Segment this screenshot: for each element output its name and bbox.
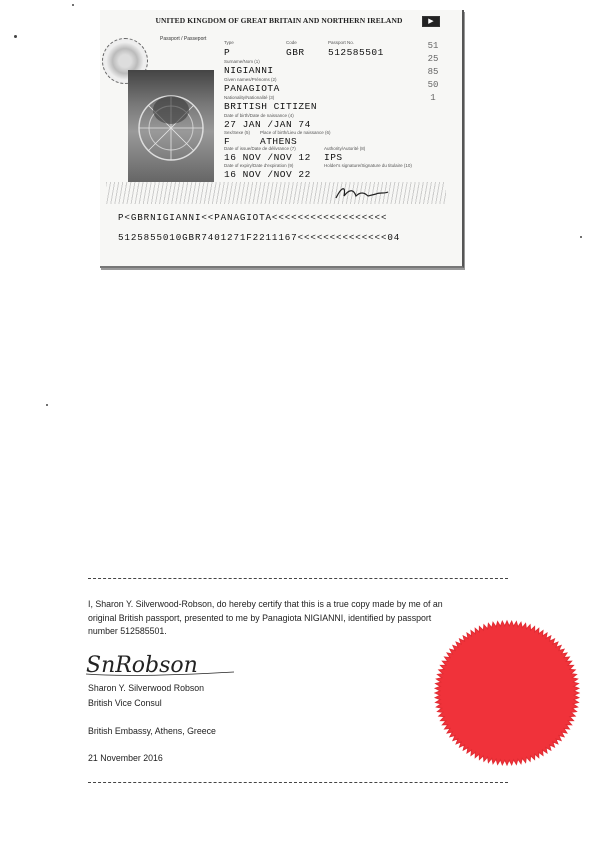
certification-date: 21 November 2016 xyxy=(88,753,163,763)
field-type: P xyxy=(224,47,231,58)
photo-overlay-seal-icon xyxy=(128,70,214,182)
consul-signature xyxy=(84,646,244,682)
signer-title: British Vice Consul xyxy=(88,698,162,708)
label-passport-number: Passport No. xyxy=(328,40,355,45)
field-sex: F xyxy=(224,136,231,147)
label-type: Type xyxy=(224,40,234,45)
issuing-location: British Embassy, Athens, Greece xyxy=(88,726,216,736)
certification-line-2: original British passport, presented to me by Panagiota NIGIANNI, identified by passport xyxy=(88,612,432,623)
field-surname: NIGIANNI xyxy=(224,65,274,76)
signer-name: Sharon Y. Silverwood Robson xyxy=(88,683,205,693)
certification-line-3: number 512585501. xyxy=(88,626,167,636)
passport-scan xyxy=(100,10,464,268)
field-pob: ATHENS xyxy=(260,136,298,147)
label-surname: Surname/Nom (1) xyxy=(224,59,260,64)
holder-signature-icon xyxy=(332,182,392,204)
field-authority: IPS xyxy=(324,152,343,163)
divider-top xyxy=(88,578,508,579)
label-nationality: Nationality/Nationalité (3) xyxy=(224,95,275,100)
red-wax-seal-icon xyxy=(432,618,582,768)
mrz-line-1: P<GBRNIGIANNI<<PANAGIOTA<<<<<<<<<<<<<<<<<< xyxy=(118,212,388,223)
scan-speck xyxy=(46,404,48,406)
label-authority: Authority/Autorité (8) xyxy=(324,146,366,151)
certification-line-1: I, Sharon Y. Silverwood-Robson, do hereby certify that this is a true copy made by me of an xyxy=(88,599,443,609)
field-passport-number: 512585501 xyxy=(328,47,384,58)
field-country-code: GBR xyxy=(286,47,305,58)
holder-photo xyxy=(128,70,214,182)
label-given-names: Given names/Prénoms (2) xyxy=(224,77,277,82)
field-date-of-expiry: 16 NOV /NOV 22 xyxy=(224,169,311,180)
label-dob: Date of birth/Date de naissance (4) xyxy=(224,113,294,118)
label-holder-signature: Holder's signature/Signature du titulaire (10) xyxy=(324,163,412,168)
scan-speck xyxy=(580,236,582,238)
passport-type-label: Passport / Passeport xyxy=(160,36,207,42)
label-date-of-issue: Date of issue/Date de délivrance (7) xyxy=(224,146,296,151)
label-sex: Sex/Sexe (5) xyxy=(224,130,251,135)
field-nationality: BRITISH CITIZEN xyxy=(224,101,318,112)
passport-header: UNITED KINGDOM OF GREAT BRITAIN AND NORTHERN IRELAND xyxy=(155,16,403,25)
label-date-of-expiry: Date of expiry/Date d'expiration (9) xyxy=(224,163,294,168)
mrz-line-2: 5125855010GBR7401271F2211167<<<<<<<<<<<<<<04 xyxy=(118,232,401,243)
perforated-passport-number: 512585501 xyxy=(427,41,439,103)
label-code: Code xyxy=(286,40,297,45)
scan-speck xyxy=(14,35,17,38)
security-pattern xyxy=(106,182,446,204)
scan-speck xyxy=(72,4,74,6)
consul-signature-text: SnRobson xyxy=(86,653,198,678)
field-dob: 27 JAN /JAN 74 xyxy=(224,119,311,130)
label-pob: Place of birth/Lieu de naissance (6) xyxy=(260,130,331,135)
biometric-chip-icon: ▶ xyxy=(422,16,440,27)
field-date-of-issue: 16 NOV /NOV 12 xyxy=(224,152,311,163)
divider-bottom xyxy=(88,782,508,783)
field-given-names: PANAGIOTA xyxy=(224,83,280,94)
